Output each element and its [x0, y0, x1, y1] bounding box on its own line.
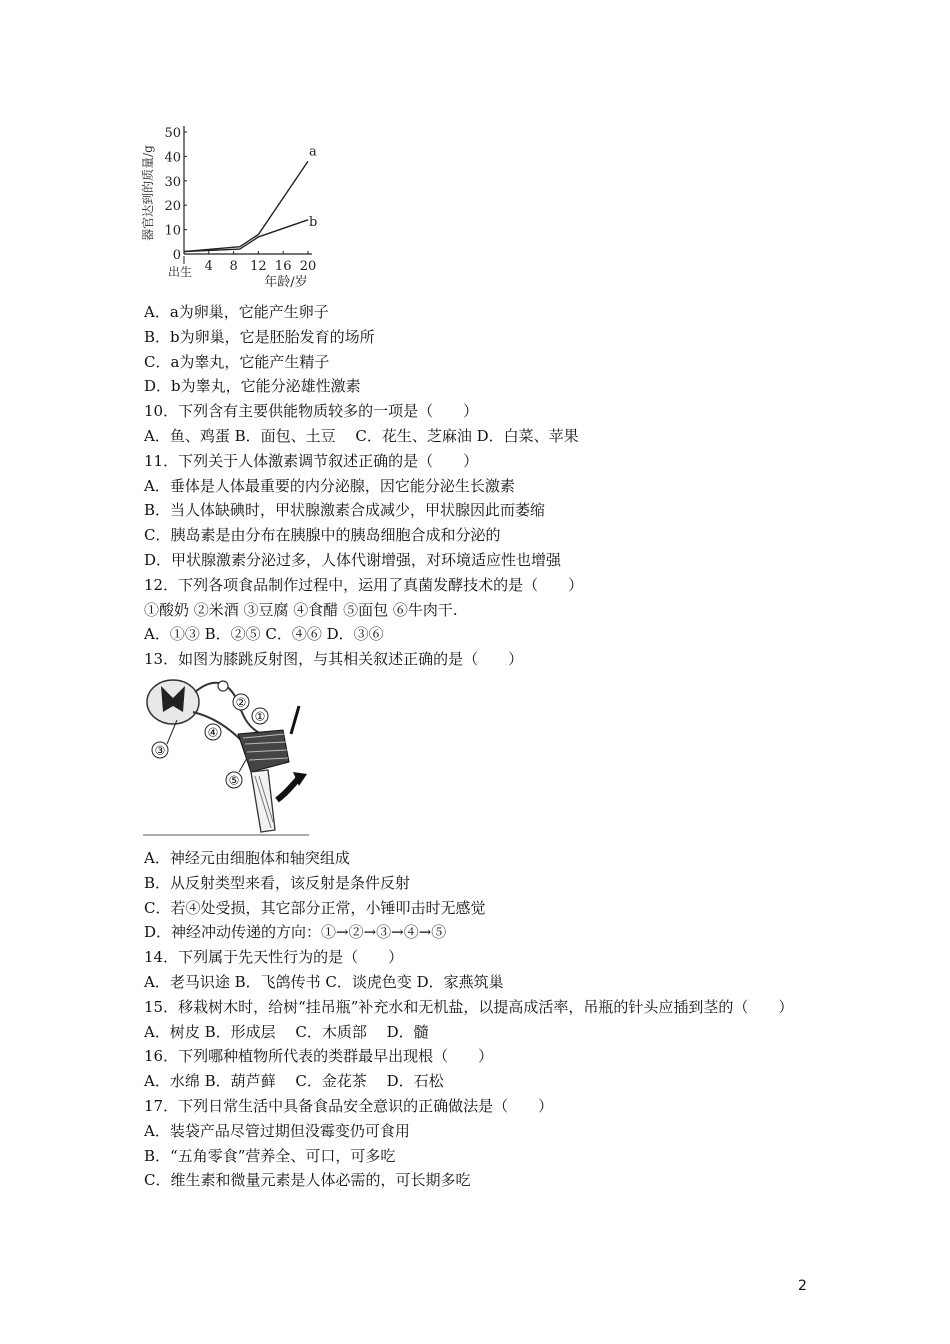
ganglion-shape	[218, 681, 228, 691]
series-line-b	[184, 220, 308, 252]
svg-text:③: ③	[154, 743, 166, 758]
chart-svg	[138, 124, 318, 290]
q14-options: A．老马识途 B．飞鸽传书 C．谈虎色变 D．家燕筑巢	[144, 972, 504, 991]
q17-option-c: C．维生素和微量元素是人体必需的，可长期多吃	[144, 1171, 471, 1190]
x-axis-label: 年龄/岁	[264, 275, 308, 290]
label-3	[152, 742, 168, 758]
q10-stem: 10．下列含有主要供能物质较多的一项是（ ）	[144, 402, 479, 421]
q14-stem: 14．下列属于先天性行为的是（ ）	[144, 948, 404, 967]
label-4	[205, 724, 221, 740]
q9-option-d: D．b为睾丸，它能分泌雄性激素	[144, 377, 361, 396]
sensory-nerve	[195, 683, 261, 734]
q11-option-b: B．当人体缺碘时，甲状腺激素合成减少，甲状腺因此而萎缩	[144, 501, 546, 520]
q16-options: A．水绵 B．葫芦藓 C．金花茶 D．石松	[144, 1072, 444, 1091]
q11-option-c: C．胰岛素是由分布在胰腺中的胰岛细胞合成和分泌的	[144, 526, 501, 545]
q15-options: A．树皮 B．形成层 C．木质部 D．髓	[144, 1022, 429, 1041]
page-number: 2	[798, 1278, 807, 1294]
y-tick-label: 20	[164, 199, 181, 215]
organ-mass-chart	[138, 124, 318, 290]
q13-stem: 13．如图为膝跳反射图，与其相关叙述正确的是（ ）	[144, 650, 524, 669]
q12-options: A．①③ B．②⑤ C．④⑥ D．③⑥	[144, 625, 384, 644]
q13-option-c: C．若④处受损，其它部分正常，小锤叩击时无感觉	[144, 898, 486, 917]
q13-option-a: A．神经元由细胞体和轴突组成	[144, 849, 350, 867]
question-block-2	[144, 846, 824, 1193]
q11-stem: 11．下列关于人体激素调节叙述正确的是（ ）	[144, 451, 479, 470]
label-2	[233, 694, 249, 710]
q12-items: ①酸奶 ②米酒 ③豆腐 ④食醋 ⑤面包 ⑥牛肉干.	[144, 600, 458, 619]
q11-option-d: D．甲状腺激素分泌过多，人体代谢增强，对环境适应性也增强	[144, 550, 562, 569]
q9-option-c: C．a为睾丸，它能产生精子	[144, 352, 330, 371]
svg-text:①: ①	[254, 709, 266, 724]
svg-text:②: ②	[235, 695, 247, 710]
q9-option-a: A．a为卵巢，它能产生卵子	[144, 303, 329, 321]
series-line-a	[184, 161, 308, 251]
knee-reflex-figure	[143, 672, 309, 838]
knee-reflex-svg	[143, 672, 309, 838]
x-tick-label: 4	[204, 259, 213, 274]
y-tick-label: 30	[164, 174, 181, 190]
x-tick-label: 16	[274, 259, 292, 274]
y-tick-label: 10	[164, 223, 181, 239]
question-block-1	[144, 300, 844, 672]
q15-stem: 15．移栽树木时，给树“挂吊瓶”补充水和无机盐，以提高成活率，吊瓶的针头应插到茎的（ ）	[144, 997, 794, 1016]
x-tick-label: 12	[250, 259, 267, 274]
label-5	[226, 772, 242, 788]
series-label-a: a	[309, 144, 317, 160]
q17-option-b: B．“五角零食”营养全、可口，可多吃	[144, 1146, 396, 1165]
y-tick-label: 50	[164, 126, 181, 141]
q13-option-b: B．从反射类型来看，该反射是条件反射	[144, 873, 411, 892]
q10-options: A．鱼、鸡蛋 B．面包、土豆 C．花生、芝麻油 D．白菜、苹果	[144, 426, 579, 445]
x-tick-label: 出生	[167, 265, 193, 279]
kick-arrow	[277, 778, 299, 800]
label-1	[252, 708, 268, 724]
x-tick-label: 8	[229, 259, 238, 274]
series-label-b: b	[309, 214, 318, 230]
q17-stem: 17．下列日常生活中具备食品安全意识的正确做法是（ ）	[144, 1096, 554, 1115]
q12-stem: 12．下列各项食品制作过程中，运用了真菌发酵技术的是（ ）	[144, 575, 584, 594]
y-tick-label: 0	[172, 248, 181, 263]
y-tick-label: 40	[164, 150, 181, 166]
hammer-handle	[291, 706, 299, 734]
x-tick-label: 20	[299, 259, 317, 274]
svg-text:④: ④	[207, 725, 219, 740]
q13-option-d: D．神经冲动传递的方向：①→②→③→④→⑤	[144, 923, 447, 942]
q17-option-a: A．装袋产品尽管过期但没霉变仍可食用	[144, 1121, 410, 1140]
q11-option-a: A．垂体是人体最重要的内分泌腺，因它能分泌生长激素	[144, 476, 515, 495]
y-axis-label: 器官达到的质量/g	[141, 145, 155, 241]
svg-text:⑤: ⑤	[228, 773, 240, 788]
q9-option-b: B．b为卵巢，它是胚胎发育的场所	[144, 327, 375, 346]
q16-stem: 16．下列哪种植物所代表的类群最早出现根（ ）	[144, 1047, 494, 1066]
